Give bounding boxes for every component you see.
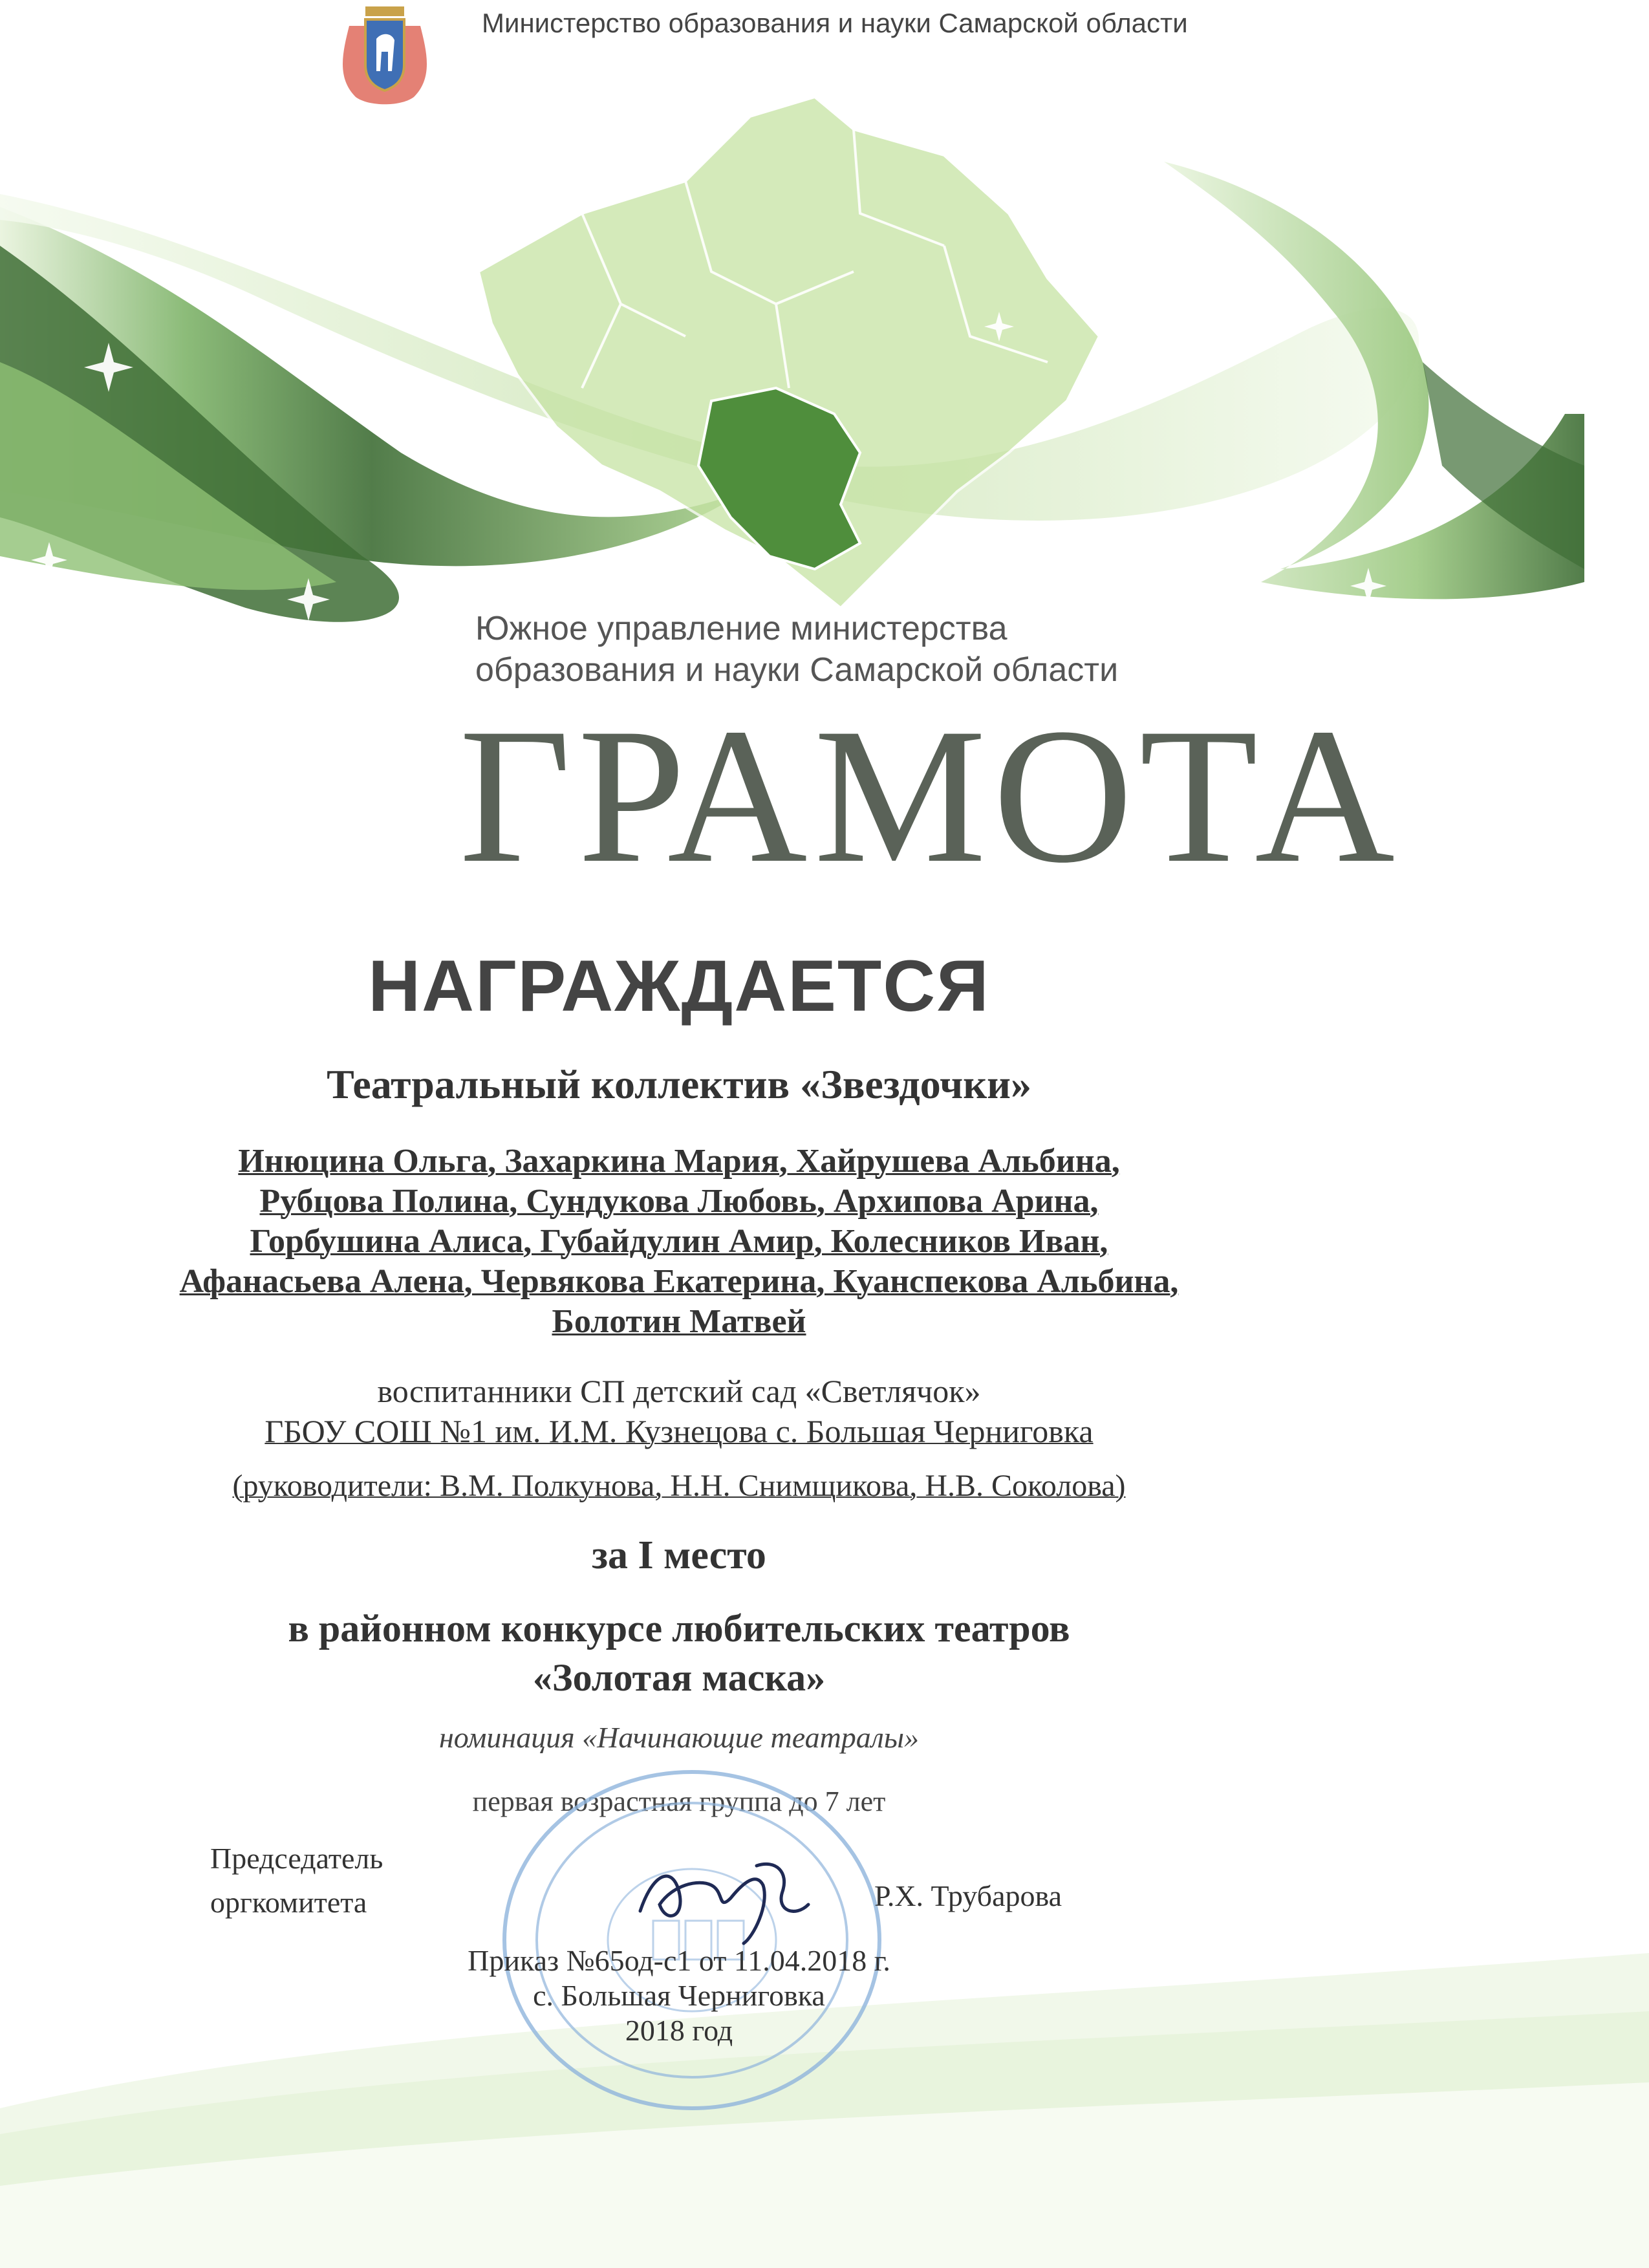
signer-position-line-2: оргкомитета <box>210 1886 367 1919</box>
document-title: ГРАМОТА <box>459 688 1401 903</box>
participants-line: Болотин Матвей <box>552 1303 806 1340</box>
participants-line: Рубцова Полина, Сундукова Любовь, Архипова Арина, <box>259 1183 1099 1220</box>
coat-of-arms-icon <box>336 0 433 110</box>
signature-icon <box>627 1846 815 1950</box>
signer-name: Р.Х. Трубарова <box>874 1879 1062 1912</box>
institution-line-2: ГБОУ СОШ №1 им. И.М. Кузнецова с. Большая Черниговка <box>264 1413 1094 1449</box>
awarded-heading: НАГРАЖДАЕТСЯ <box>368 945 990 1026</box>
institution-line-1: воспитанники СП детский сад «Светлячок» <box>377 1373 981 1409</box>
order-info <box>0 1943 1358 2048</box>
nomination: номинация «Начинающие театралы» <box>438 1721 920 1754</box>
age-group: первая возрастная группа до 7 лет <box>472 1786 886 1817</box>
ministry-header: Министерство образования и науки Самарской области <box>482 8 1188 38</box>
department-line-2: образования и науки Самарской области <box>475 651 1119 689</box>
participants-list <box>0 1141 1358 1342</box>
department-name <box>475 608 1118 691</box>
contest-line-2: «Золотая маска» <box>532 1656 826 1699</box>
order-year: 2018 год <box>625 2014 733 2047</box>
participants-line: Горбушина Алиса, Губайдулин Амир, Колесников Иван, <box>250 1223 1108 1260</box>
contest-line-1: в районном конкурсе любительских театров <box>288 1607 1070 1650</box>
institution <box>0 1371 1358 1451</box>
participants-line: Инюцина Ольга, Захаркина Мария, Хайрушева Альбина, <box>238 1143 1120 1180</box>
team-name: Театральный коллектив «Звездочки» <box>327 1061 1031 1107</box>
order-place: с. Большая Черниговка <box>533 1979 825 2012</box>
order-line: Приказ №65од-с1 от 11.04.2018 г. <box>468 1944 890 1977</box>
place-award: за I место <box>592 1533 766 1577</box>
department-line-1: Южное управление министерства <box>475 610 1008 647</box>
contest-name <box>0 1604 1358 1702</box>
signer-position <box>210 1837 383 1925</box>
leaders: (руководители: В.М. Полкунова, Н.Н. Снимщикова, Н.В. Соколова) <box>232 1469 1126 1503</box>
signer-position-line-1: Председатель <box>210 1842 383 1875</box>
participants-line: Афанасьева Алена, Червякова Екатерина, Куанспекова Альбина, <box>179 1263 1179 1300</box>
